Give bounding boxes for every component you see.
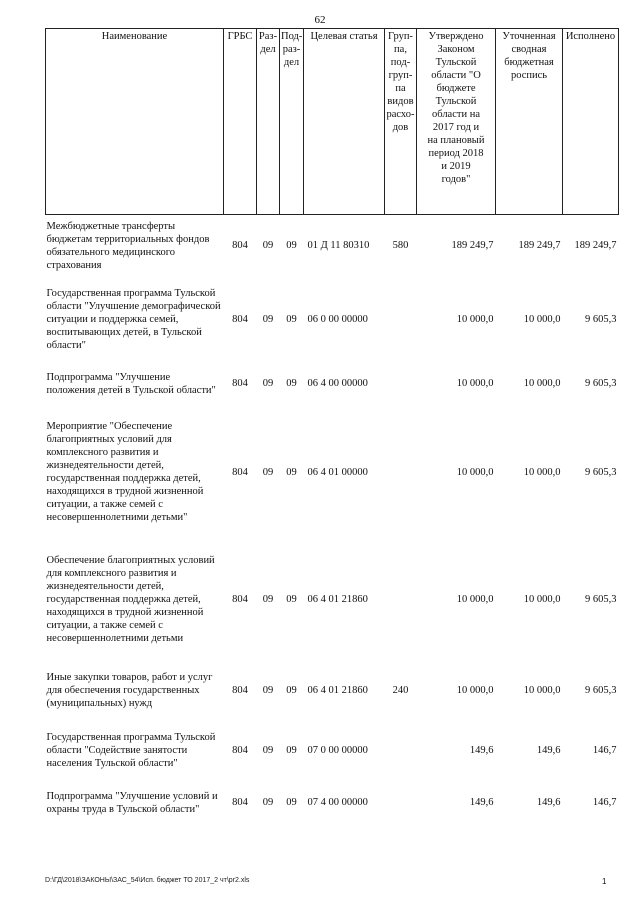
- row-grbs: 804: [232, 240, 248, 252]
- row-section: 09: [262, 685, 274, 696]
- row-grbs: 804: [232, 797, 248, 808]
- row-group: [385, 722, 417, 780]
- row-section: 09: [262, 314, 274, 325]
- row-section: 09: [262, 466, 274, 478]
- row-section: 09: [262, 378, 274, 389]
- row-executed: 146,7: [592, 797, 617, 808]
- row-target: 06 0 00 00000: [307, 314, 368, 325]
- row-refined: 149,6: [536, 797, 561, 808]
- row-target: 06 4 01 21860: [307, 685, 368, 696]
- table-row: [46, 722, 619, 780]
- row-group: [385, 540, 417, 660]
- row-group: [385, 277, 417, 363]
- row-refined: 10 000,0: [523, 466, 561, 478]
- table-row: [46, 405, 619, 540]
- budget-table: [45, 28, 619, 826]
- row-approved: 10 000,0: [456, 466, 494, 478]
- row-group: 580: [392, 240, 409, 252]
- table-header-row: [46, 29, 619, 215]
- row-target: 07 4 00 00000: [307, 797, 368, 808]
- header-executed: Исполнено: [563, 29, 619, 215]
- row-group: [385, 780, 417, 826]
- row-approved: 149,6: [469, 745, 494, 756]
- table-row: [46, 780, 619, 826]
- row-subsection: 09: [286, 685, 297, 696]
- row-refined: 10 000,0: [523, 378, 561, 389]
- row-subsection: 09: [286, 378, 297, 389]
- row-subsection: 09: [286, 594, 297, 605]
- row-section: 09: [262, 745, 274, 756]
- table-row: [46, 363, 619, 405]
- row-executed: 9 605,3: [585, 378, 617, 389]
- footer-file-path: D:\ГД\2018\ЗАКОНЫ\ЗАС_54\Исп. бюджет ТО 2017_2 чт\pr2.xls: [45, 877, 250, 884]
- header-subsection: Под- раз- дел: [280, 29, 304, 215]
- row-refined: 10 000,0: [523, 685, 561, 696]
- row-target: 01 Д 11 80310: [307, 240, 370, 252]
- row-executed: 9 605,3: [585, 466, 617, 478]
- row-subsection: 09: [286, 314, 297, 325]
- row-approved: 10 000,0: [456, 594, 494, 605]
- row-executed: 9 605,3: [585, 685, 617, 696]
- header-grbs: ГРБС: [224, 29, 257, 215]
- row-subsection: 09: [286, 240, 297, 252]
- page-number: 62: [314, 14, 326, 26]
- row-executed: 9 605,3: [585, 314, 617, 325]
- row-refined: 149,6: [536, 745, 561, 756]
- header-target: Целевая статья: [304, 29, 385, 215]
- row-name: Иные закупки товаров, работ и услуг для обеспечения государственных (муниципальных) нужд: [46, 672, 213, 709]
- row-target: 07 0 00 00000: [307, 745, 368, 756]
- row-refined: 10 000,0: [523, 594, 561, 605]
- row-target: 06 4 01 00000: [307, 466, 368, 478]
- header-name: Наименование: [46, 29, 224, 215]
- row-group: 240: [392, 685, 409, 696]
- row-refined: 10 000,0: [523, 314, 561, 325]
- row-approved: 10 000,0: [456, 685, 494, 696]
- row-section: 09: [262, 797, 274, 808]
- row-group: [385, 363, 417, 405]
- table-row: [46, 660, 619, 722]
- footer-page-marker: 1: [602, 877, 607, 886]
- row-grbs: 804: [232, 685, 248, 696]
- row-executed: 9 605,3: [585, 594, 617, 605]
- row-name: Межбюджетные трансферты бюджетам территориальных фондов обязательного медицинского страхования: [46, 220, 210, 271]
- row-subsection: 09: [286, 466, 297, 478]
- header-section: Раз- дел: [257, 29, 280, 215]
- table-row: [46, 540, 619, 660]
- row-executed: 146,7: [592, 745, 617, 756]
- header-refined: Уточненная сводная бюджетная роспись: [496, 29, 563, 215]
- row-approved: 10 000,0: [456, 378, 494, 389]
- row-approved: 10 000,0: [456, 314, 494, 325]
- row-target: 06 4 01 21860: [307, 594, 368, 605]
- table-row: [46, 277, 619, 363]
- row-grbs: 804: [232, 466, 248, 478]
- header-group: Груп- па, под- груп- па видов расхо- дов: [385, 29, 417, 215]
- row-name: Подпрограмма "Улучшение положения детей в Тульской области": [46, 371, 216, 396]
- row-grbs: 804: [232, 378, 248, 389]
- row-name: Государственная программа Тульской области "Содействие занятости населения Тульской области": [46, 732, 216, 769]
- row-group: [385, 405, 417, 540]
- row-section: 09: [262, 594, 274, 605]
- header-approved: Утверждено Законом Тульской области "О бюджете Тульской области на 2017 год и на плановый период 2018 и 2019 годов": [417, 29, 496, 215]
- row-grbs: 804: [232, 594, 248, 605]
- row-target: 06 4 00 00000: [307, 378, 368, 389]
- row-subsection: 09: [286, 797, 297, 808]
- row-refined: 189 249,7: [518, 240, 561, 252]
- row-executed: 189 249,7: [574, 240, 617, 252]
- row-name: Подпрограмма "Улучшение условий и охраны труда в Тульской области": [46, 790, 218, 815]
- row-name: Государственная программа Тульской области "Улучшение демографической ситуации и поддержка семей, воспитывающих детей, в Тульской области": [46, 288, 221, 351]
- table-row: [46, 215, 619, 277]
- row-grbs: 804: [232, 314, 248, 325]
- row-section: 09: [262, 240, 274, 252]
- row-name: Мероприятие "Обеспечение благоприятных условий для комплексного развития и жизнедеятельности детей, государственная поддержка детей, находящихся в трудной жизненной ситуации, а также семей с несовершеннолетними детьми": [46, 421, 204, 523]
- row-approved: 149,6: [469, 797, 494, 808]
- row-grbs: 804: [232, 745, 248, 756]
- row-approved: 189 249,7: [451, 240, 494, 252]
- row-name: Обеспечение благоприятных условий для комплексного развития и жизнедеятельности детей, государственная поддержка детей, находящихся в трудной жизненной ситуации, а также семей с несовершеннолетними детьми: [46, 555, 215, 644]
- row-subsection: 09: [286, 745, 297, 756]
